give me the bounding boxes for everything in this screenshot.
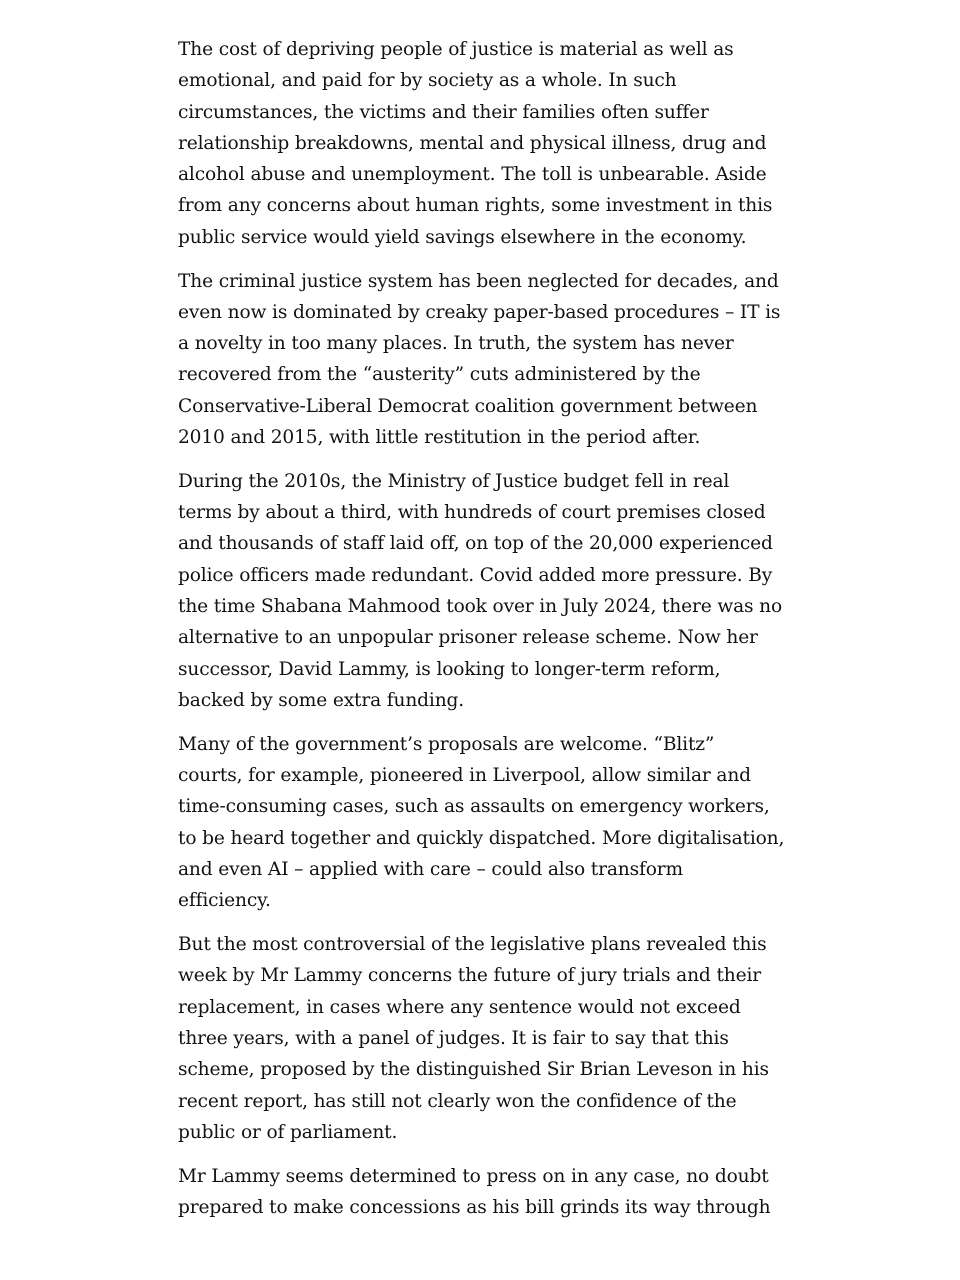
paragraph-line: terms by about a third, with hundreds of court premises closed <box>178 502 766 524</box>
article-paragraph <box>178 929 788 1148</box>
paragraph-line: public service would yield savings elsewhere in the economy. <box>178 226 747 248</box>
paragraph-line: courts, for example, pioneered in Liverpool, allow similar and <box>178 765 751 787</box>
paragraph-line: and thousands of staff laid off, on top of the 20,000 experienced <box>178 533 773 555</box>
paragraph-line: replacement, in cases where any sentence would not exceed <box>178 996 741 1018</box>
paragraph-line: The criminal justice system has been neglected for decades, and <box>178 270 779 292</box>
paragraph-line: public or of parliament. <box>178 1121 398 1143</box>
article-paragraph <box>178 1161 788 1224</box>
paragraph-line: successor, David Lammy, is looking to longer-term reform, <box>178 658 721 680</box>
paragraph-line: relationship breakdowns, mental and physical illness, drug and <box>178 132 767 154</box>
paragraph-line: week by Mr Lammy concerns the future of jury trials and their <box>178 965 761 987</box>
paragraph-line: recovered from the “austerity” cuts administered by the <box>178 364 701 386</box>
paragraph-line: Conservative-Liberal Democrat coalition government between <box>178 395 758 417</box>
paragraph-line: alcohol abuse and unemployment. The toll is unbearable. Aside <box>178 164 767 186</box>
paragraph-line: even now is dominated by creaky paper-based procedures – IT is <box>178 301 781 323</box>
paragraph-line: efficiency. <box>178 890 271 912</box>
paragraph-line: The cost of depriving people of justice is material as well as <box>178 39 734 60</box>
article-paragraph <box>178 729 788 917</box>
paragraph-line: recent report, has still not clearly won the confidence of the <box>178 1090 737 1112</box>
paragraph-line: But the most controversial of the legislative plans revealed this <box>178 934 767 956</box>
paragraph-line: alternative to an unpopular prisoner release scheme. Now her <box>178 627 758 649</box>
article-paragraph <box>178 466 788 716</box>
article-body <box>178 34 788 1236</box>
paragraph-line: circumstances, the victims and their families often suffer <box>178 101 709 123</box>
paragraph-line: prepared to make concessions as his bill grinds its way through <box>178 1196 771 1218</box>
paragraph-line: During the 2010s, the Ministry of Justice budget fell in real <box>178 470 730 492</box>
paragraph-line: three years, with a panel of judges. It is fair to say that this <box>178 1027 729 1049</box>
paragraph-line: to be heard together and quickly dispatched. More digitalisation, <box>178 827 785 849</box>
paragraph-line: scheme, proposed by the distinguished Sir Brian Leveson in his <box>178 1059 769 1081</box>
paragraph-line: backed by some extra funding. <box>178 689 465 711</box>
paragraph-line: a novelty in too many places. In truth, the system has never <box>178 333 734 355</box>
paragraph-line: 2010 and 2015, with little restitution in the period after. <box>178 427 701 449</box>
paragraph-line: Many of the government’s proposals are welcome. “Blitz” <box>178 733 715 755</box>
paragraph-line: police officers made redundant. Covid added more pressure. By <box>178 564 773 586</box>
paragraph-line: emotional, and paid for by society as a whole. In such <box>178 70 677 92</box>
article-paragraph <box>178 266 788 454</box>
paragraph-line: and even AI – applied with care – could also transform <box>178 858 683 880</box>
paragraph-line: time-consuming cases, such as assaults on emergency workers, <box>178 796 770 818</box>
paragraph-line: Mr Lammy seems determined to press on in any case, no doubt <box>178 1165 769 1187</box>
article-paragraph <box>178 34 788 253</box>
paragraph-line: from any concerns about human rights, some investment in this <box>178 195 773 217</box>
paragraph-line: the time Shabana Mahmood took over in July 2024, there was no <box>178 596 783 618</box>
